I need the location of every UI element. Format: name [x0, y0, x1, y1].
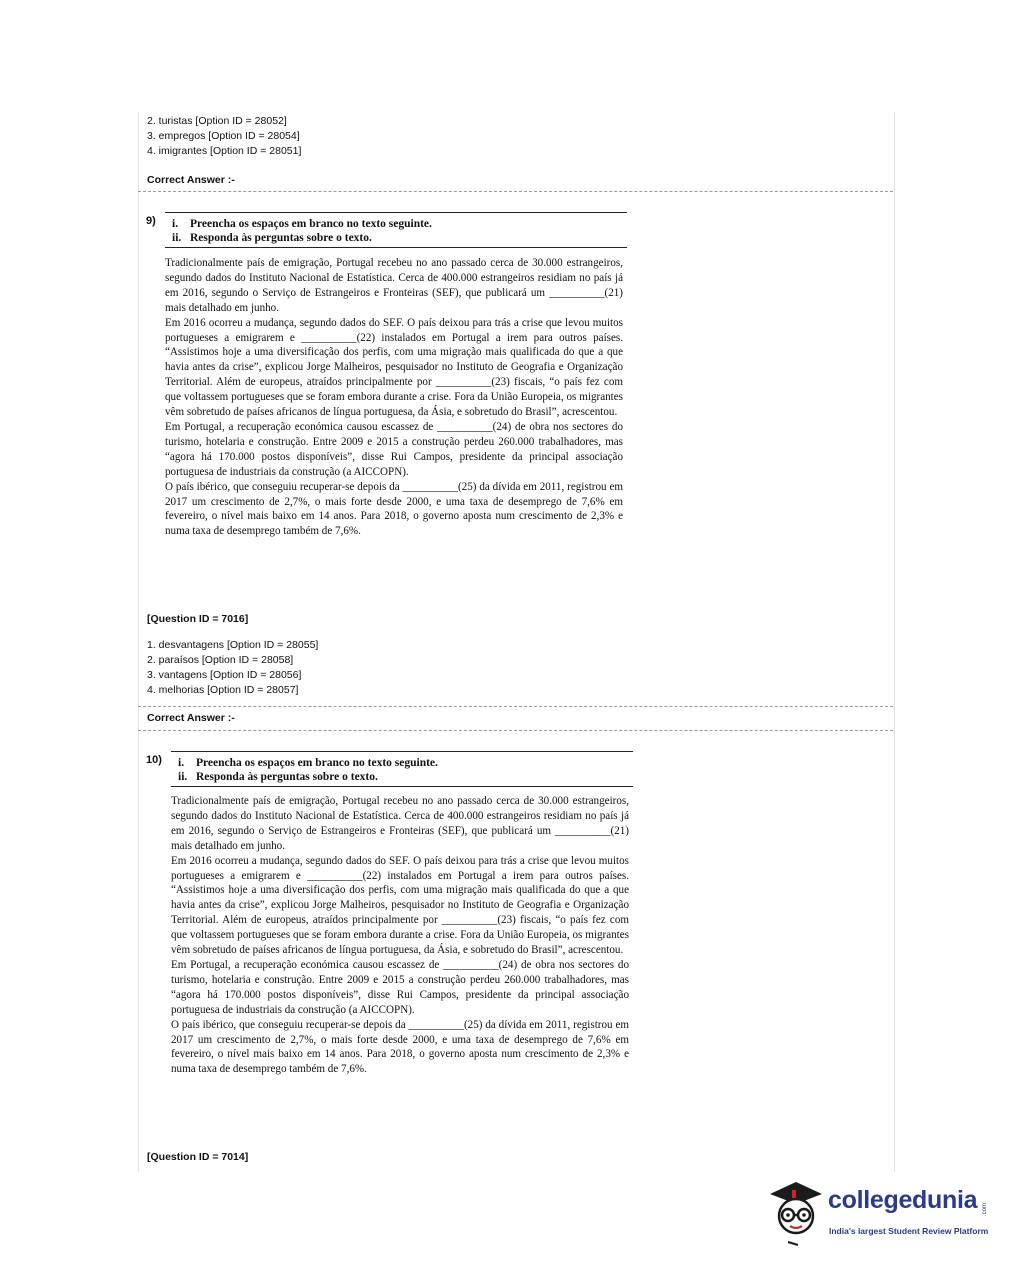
- instruction-numeral: ii.: [178, 771, 188, 783]
- divider: [138, 706, 893, 707]
- option-item: 3. vantagens [Option ID = 28056]: [147, 669, 302, 681]
- correct-answer-label: Correct Answer :-: [147, 712, 235, 724]
- option-item: 1. desvantagens [Option ID = 28055]: [147, 639, 319, 651]
- instruction-text: Responda às perguntas sobre o texto.: [196, 771, 378, 783]
- instruction-text: Responda às perguntas sobre o texto.: [190, 232, 372, 244]
- instructions-box: [165, 212, 627, 248]
- option-item: 2. paraísos [Option ID = 28058]: [147, 654, 294, 666]
- question-id: [Question ID = 7014]: [147, 1151, 249, 1163]
- brand-com: .com: [982, 1203, 988, 1217]
- passage-paragraph: O país ibérico, que conseguiu recuperar-se depois da __________(25) da dívida em 2011, registrou em 2017 um crescimento de 2,7%, o mais forte desde 2000, e uma taxa de desemprego de 7,6% em fevereiro, o nível mais baixo em 14 anos. Para 2018, o governo aposta num crescimento de 2,3% e numa taxa de desemprego também de 7,6%.: [165, 480, 623, 538]
- passage-paragraph: Em 2016 ocorreu a mudança, segundo dados do SEF. O país deixou para trás a crise que levou muitos portugueses a emigrarem e __________(22) instalados em Portugal a irem para outros países. “Assistimos hoje a uma diversificação dos perfis, com uma migração mais qualificada do que a que havia antes da crise”, explicou Jorge Malheiros, pesquisador no Instituto de Geografia e Organização Territorial. Além de europeus, atraídos principalmente por __________(23) fiscais, “o país fez com que voltassem portugueses que se foram embora durante a crise. Fora da União Europeia, os migrantes vêm sobretudo de países africanos de língua portuguesa, da Ásia, e sobretudo do Brasil”, acrescentou.: [171, 854, 629, 957]
- instruction-text: Preencha os espaços em branco no texto seguinte.: [196, 757, 438, 769]
- passage-paragraph: Em Portugal, a recuperação económica causou escassez de __________(24) de obra nos sectores do turismo, hotelaria e construção. Entre 2009 e 2015 a construção perdeu 260.000 trabalhadores, mas “agora há 170.000 postos disponíveis”, disse Rui Campos, presidente da principal associação portuguesa de industriais da construção (a AICCOPN).: [171, 958, 629, 1016]
- divider: [138, 730, 893, 731]
- option-item: 4. imigrantes [Option ID = 28051]: [147, 145, 302, 157]
- option-item: 3. empregos [Option ID = 28054]: [147, 130, 300, 142]
- instruction-numeral: i.: [172, 218, 179, 230]
- correct-answer-label: Correct Answer :-: [147, 174, 235, 186]
- q9-options: [147, 638, 318, 698]
- passage-text: [165, 256, 623, 539]
- q8-options: [147, 114, 301, 159]
- passage-paragraph: O país ibérico, que conseguiu recuperar-se depois da __________(25) da dívida em 2011, registrou em 2017 um crescimento de 2,7%, o mais forte desde 2000, e uma taxa de desemprego de 7,6% em fevereiro, o nível mais baixo em 14 anos. Para 2018, o governo aposta num crescimento de 2,3% e numa taxa de desemprego também de 7,6%.: [171, 1018, 629, 1076]
- passage-paragraph: Em 2016 ocorreu a mudança, segundo dados do SEF. O país deixou para trás a crise que levou muitos portugueses a emigrarem e __________(22) instalados em Portugal a irem para outros países. “Assistimos hoje a uma diversificação dos perfis, com uma migração mais qualificada do que a que havia antes da crise”, explicou Jorge Malheiros, pesquisador no Instituto de Geografia e Organização Territorial. Além de europeus, atraídos principalmente por __________(23) fiscais, “o país fez com que voltassem portugueses que se foram embora durante a crise. Fora da União Europeia, os migrantes vêm sobretudo de países africanos de língua portuguesa, da Ásia, e sobretudo do Brasil”, acrescentou.: [165, 316, 623, 419]
- divider: [138, 191, 893, 192]
- brand-name: collegedunia: [828, 1186, 978, 1214]
- question-number: 10): [146, 754, 162, 766]
- brand-tagline: India's largest Student Review Platform: [829, 1226, 989, 1236]
- passage-paragraph: Tradicionalmente país de emigração, Portugal recebeu no ano passado cerca de 30.000 estrangeiros, segundo dados do Instituto Nacional de Estatística. Cerca de 400.000 estrangeiros residiam no país já em 2016, segundo o Serviço de Estrangeiros e Fronteiras (SEF), que publicará um __________(21) mais detalhado em junho.: [165, 257, 623, 314]
- question-number: 9): [146, 215, 156, 227]
- instruction-text: Preencha os espaços em branco no texto seguinte.: [190, 218, 432, 230]
- passage-paragraph: Em Portugal, a recuperação económica causou escassez de __________(24) de obra nos sectores do turismo, hotelaria e construção. Entre 2009 e 2015 a construção perdeu 260.000 trabalhadores, mas “agora há 170.000 postos disponíveis”, disse Rui Campos, presidente da principal associação portuguesa de industriais da construção (a AICCOPN).: [165, 420, 623, 478]
- instruction-numeral: ii.: [172, 232, 182, 244]
- instructions-box: [171, 751, 633, 787]
- question-id: [Question ID = 7016]: [147, 613, 249, 625]
- option-item: 4. melhorias [Option ID = 28057]: [147, 684, 299, 696]
- instruction-numeral: i.: [178, 757, 185, 769]
- passage-text: [171, 794, 629, 1077]
- option-item: 2. turistas [Option ID = 28052]: [147, 115, 287, 127]
- passage-paragraph: Tradicionalmente país de emigração, Portugal recebeu no ano passado cerca de 30.000 estrangeiros, segundo dados do Instituto Nacional de Estatística. Cerca de 400.000 estrangeiros residiam no país já em 2016, segundo o Serviço de Estrangeiros e Fronteiras (SEF), que publicará um __________(21) mais detalhado em junho.: [171, 795, 629, 852]
